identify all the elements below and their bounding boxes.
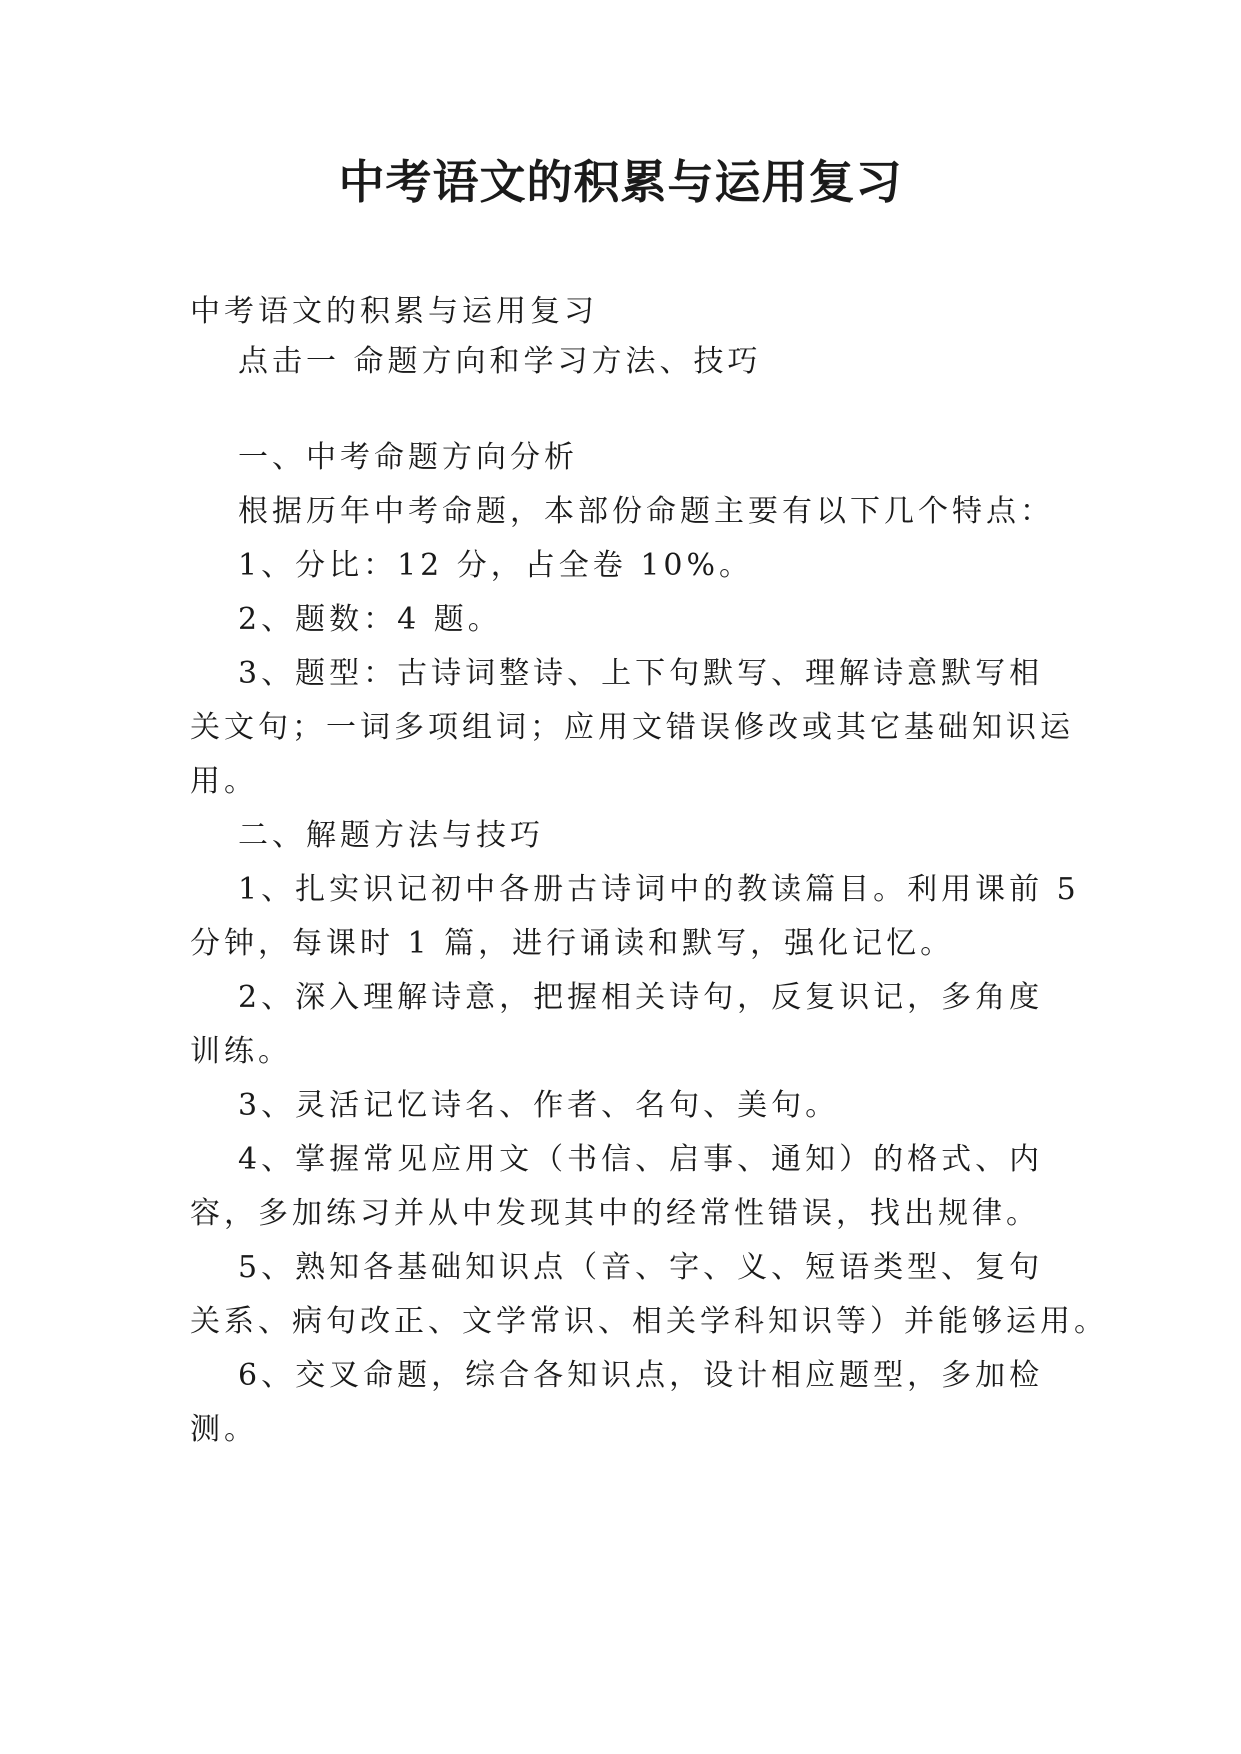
body-line: 关系、病句改正、文学常识、相关学科知识等）并能够运用。	[190, 1304, 1108, 1339]
body-line: 5、熟知各基础知识点（音、字、义、短语类型、复句	[238, 1250, 1044, 1285]
body-line: 6、交叉命题，综合各知识点，设计相应题型，多加检	[238, 1358, 1044, 1393]
body-line: 容，多加练习并从中发现其中的经常性错误，找出规律。	[190, 1196, 1040, 1231]
body-line-heading-2: 二、解题方法与技巧	[238, 818, 544, 853]
body-line: 关文句；一词多项组词；应用文错误修改或其它基础知识运	[190, 710, 1074, 745]
body-line: 3、灵活记忆诗名、作者、名句、美句。	[238, 1088, 840, 1123]
document-title: 中考语文的积累与运用复习	[338, 155, 903, 209]
body-line-subtitle: 中考语文的积累与运用复习	[190, 294, 598, 329]
body-line: 根据历年中考命题，本部份命题主要有以下几个特点：	[238, 494, 1054, 529]
body-line: 训练。	[190, 1034, 292, 1069]
body-line: 分钟，每课时 1 篇，进行诵读和默写，强化记忆。	[190, 926, 955, 961]
body-line: 1、扎实识记初中各册古诗词中的教读篇目。利用课前 5	[238, 872, 1080, 907]
body-line-section-a: 点击一 命题方向和学习方法、技巧	[238, 344, 762, 379]
body-line: 4、掌握常见应用文（书信、启事、通知）的格式、内	[238, 1142, 1044, 1177]
body-line: 1、分比：12 分，占全卷 10%。	[238, 548, 754, 583]
body-line: 用。	[190, 764, 258, 799]
body-line: 2、深入理解诗意，把握相关诗句，反复识记，多角度	[238, 980, 1044, 1015]
body-line-heading-1: 一、中考命题方向分析	[238, 440, 578, 475]
body-line: 2、题数：4 题。	[238, 602, 502, 637]
body-line: 3、题型：古诗词整诗、上下句默写、理解诗意默写相	[238, 656, 1044, 691]
body-line: 测。	[190, 1412, 258, 1447]
